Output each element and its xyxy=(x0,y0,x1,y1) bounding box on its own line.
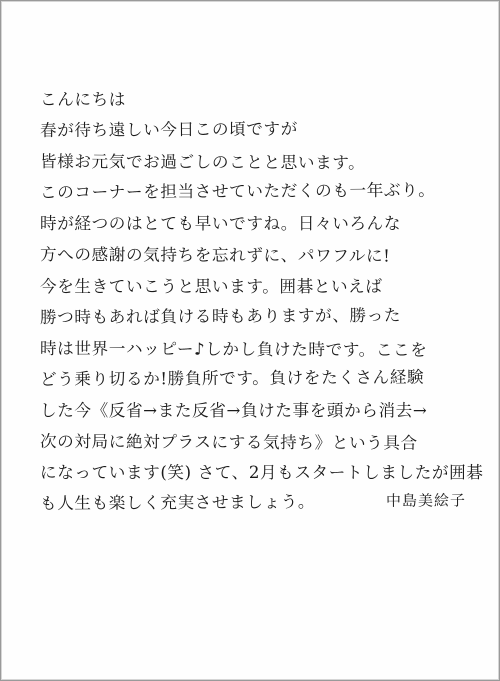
letter-line: 今を生きていこうと思います。囲碁といえば xyxy=(40,276,383,296)
letter-line: した今《反省→また反省→負けた事を頭から消去→ xyxy=(40,400,428,420)
handwritten-letter xyxy=(39,84,484,519)
letter-line: 皆様お元気でお過ごしのことと思います。 xyxy=(39,152,366,173)
letter-line: 時が経つのはとても早いですね。日々いろんな xyxy=(40,214,402,234)
letter-line: になっています(笑) さて、2月もスタートしましたが囲碁 xyxy=(40,463,484,483)
letter-line: こんにちは xyxy=(40,90,126,109)
letter-line: 方への感謝の気持ちを忘れずに、パワフルに! xyxy=(39,245,391,266)
letter-line: このコーナーを担当させていただくのも一年ぶり。 xyxy=(39,180,436,203)
letter-line: 春が待ち遠しい今日この頃ですが xyxy=(39,119,298,141)
letter-line: 次の対局に絶対プラスにする気持ち》という具合 xyxy=(39,432,418,453)
letter-line: 勝つ時もあれば負ける時もありますが、勝った xyxy=(39,305,402,327)
closing-row xyxy=(40,486,470,520)
letter-line: 時は世界一ハッピー♪しかし負けた時です。ここを xyxy=(39,338,428,360)
signature: 中島美絵子 xyxy=(385,491,467,511)
letter-line: どう乗り切るか!勝負所です。負けをたくさん経験 xyxy=(39,367,425,389)
closing-line: も人生も楽しく充実させましょう。 xyxy=(39,492,316,514)
